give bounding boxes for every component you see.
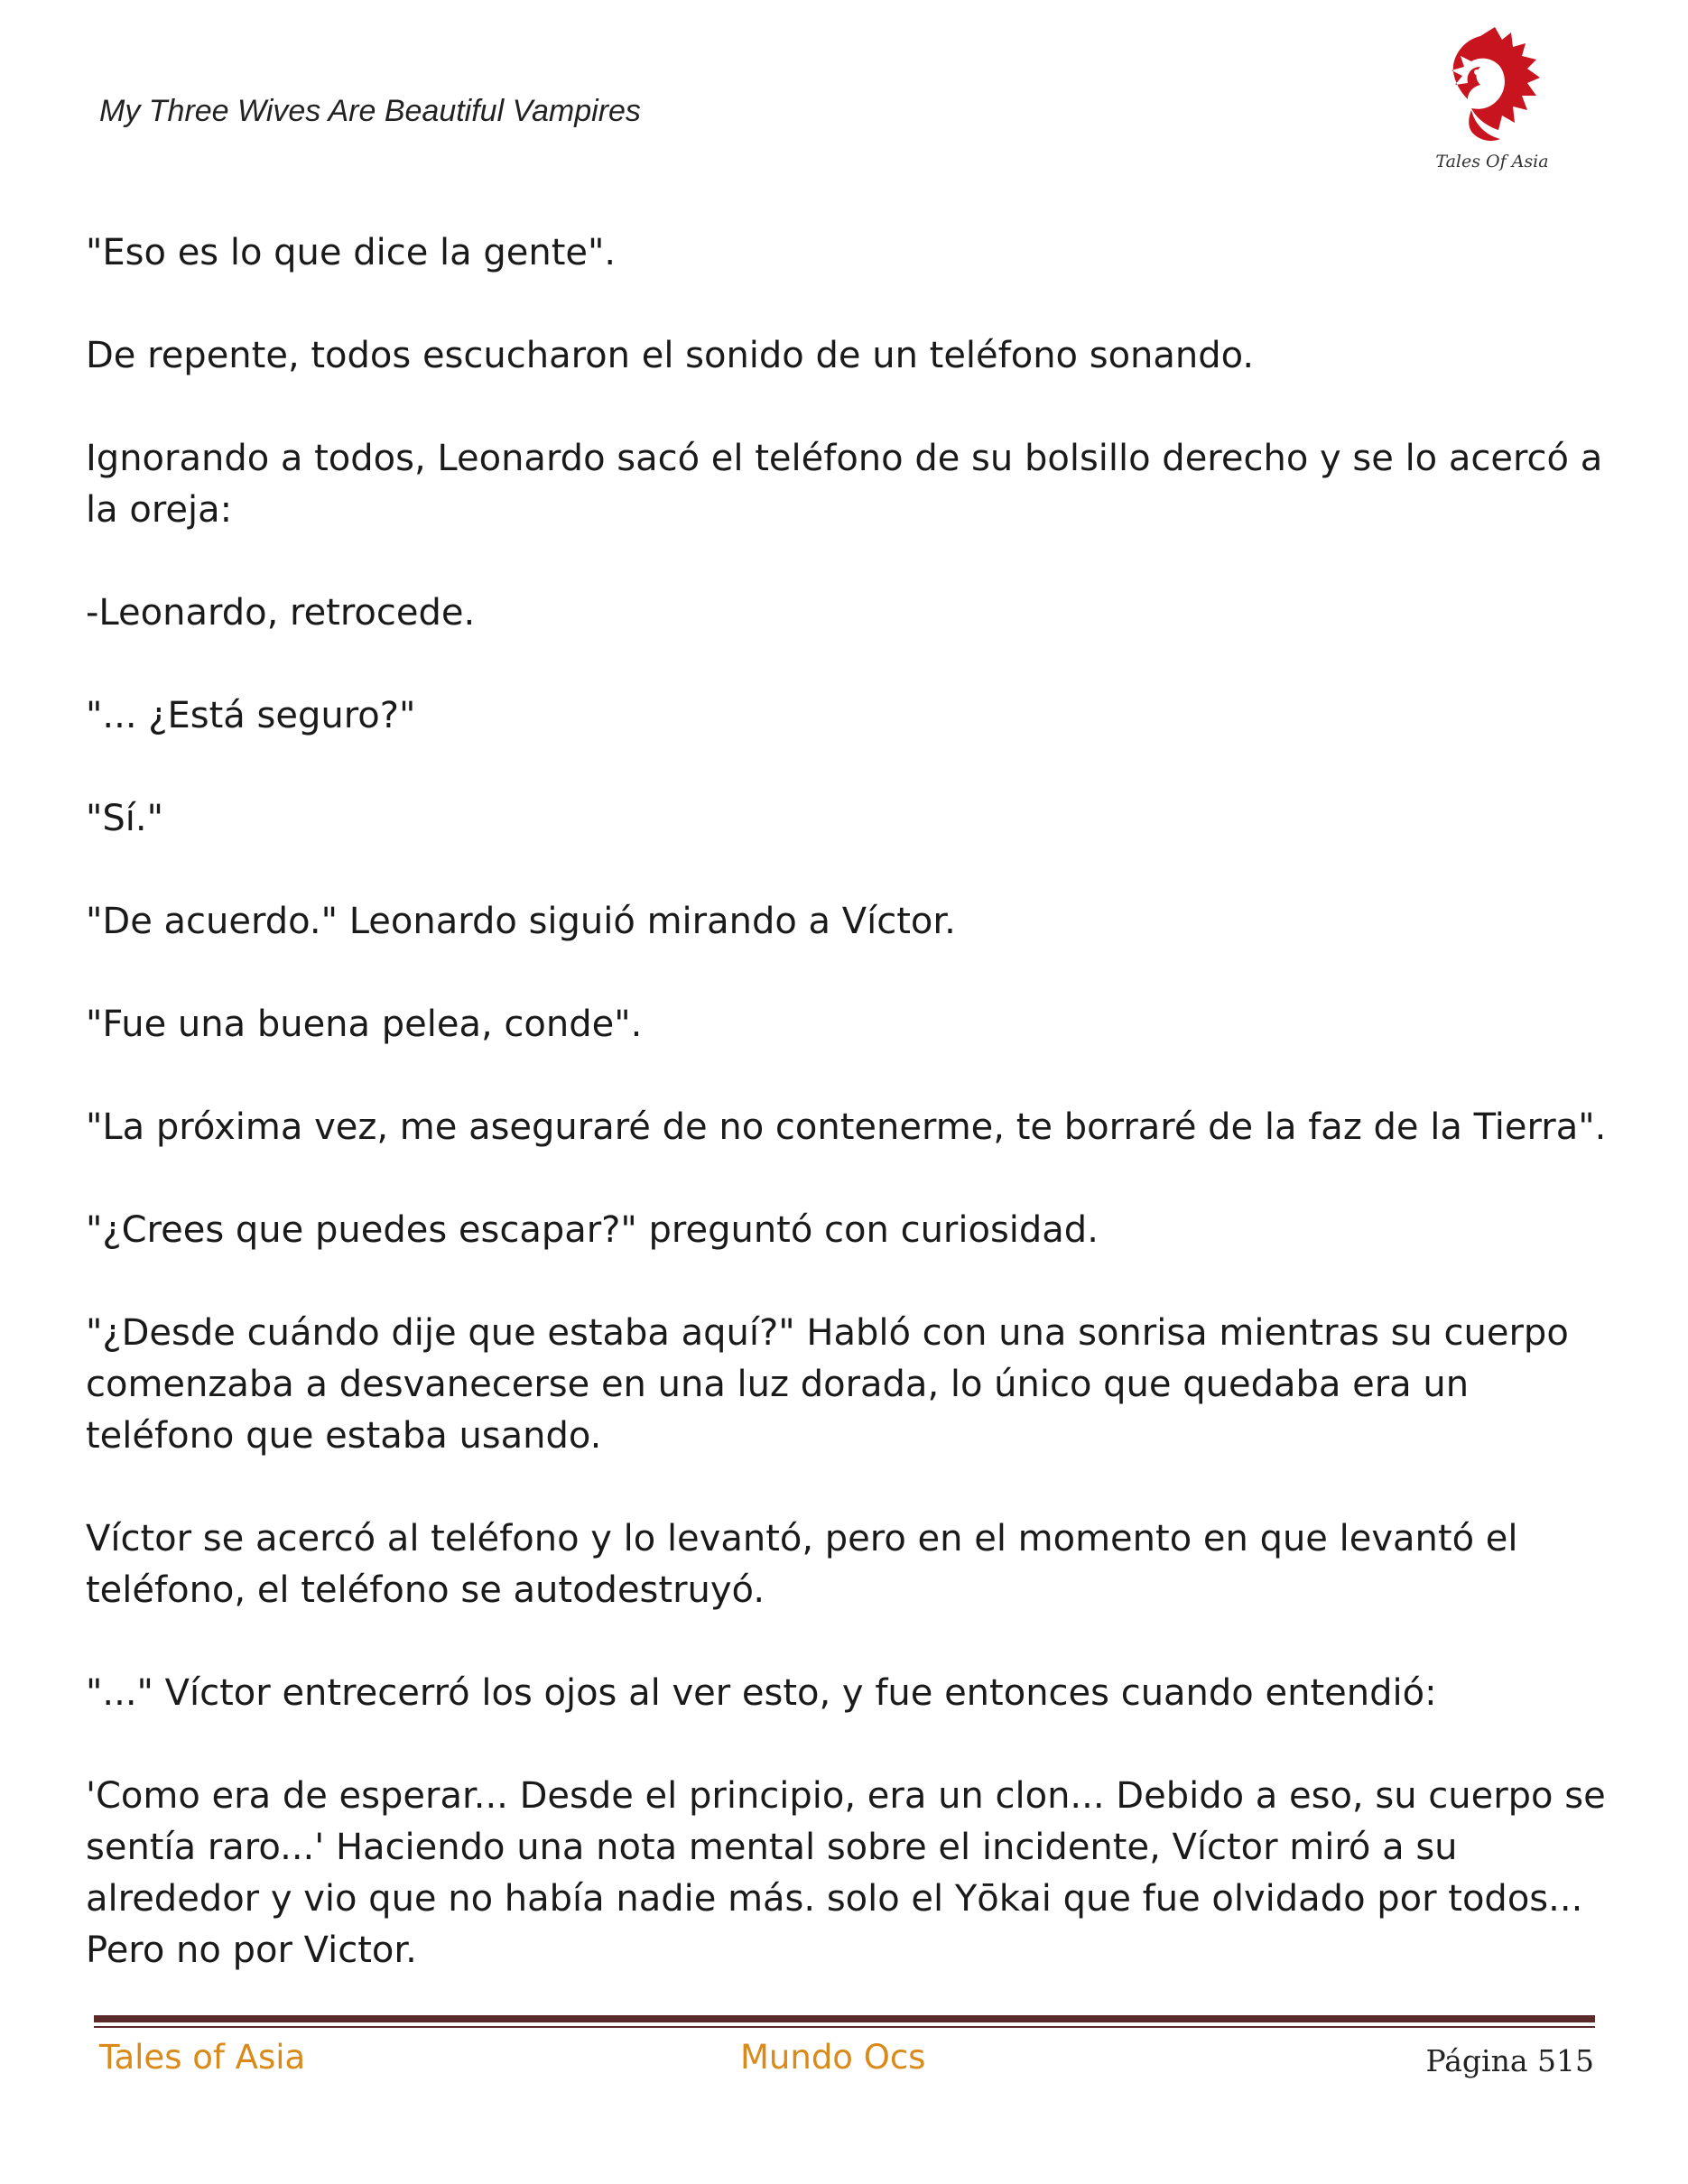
paragraph: "¿Crees que puedes escapar?" preguntó con curiosidad. [86, 1209, 1099, 1251]
footer-section: Mundo Ocs [740, 2038, 926, 2077]
dragon-icon [1424, 20, 1560, 155]
page-number: Página 515 [1425, 2043, 1594, 2078]
paragraph: De repente, todos escucharon el sonido de un teléfono sonando. [86, 335, 1255, 376]
paragraph: 'Como era de esperar... Desde el principio, era un clon... Debido a eso, su cuerpo se sentía raro...' Haciendo una nota mental sobre el incidente, Víctor miró a su alrededor y vio que no había nadie más. solo el Yōkai que fue olvidado por todos... Pero no por Victor. [86, 1775, 1606, 1971]
paragraph: "Fue una buena pelea, conde". [86, 1004, 643, 1045]
paragraph: "De acuerdo." Leonardo siguió mirando a Víctor. [86, 901, 956, 942]
footer-rule [94, 2015, 1595, 2022]
paragraph: "Sí." [86, 798, 164, 839]
paragraph: "Eso es lo que dice la gente". [86, 232, 617, 273]
chapter-body [86, 227, 1620, 2028]
logo-text: Tales Of Asia [1435, 152, 1549, 171]
paragraph: "¿Desde cuándo dije que estaba aquí?" Habló con una sonrisa mientras su cuerpo comenzaba a desvanecerse en una luz dorada, lo único que quedaba era un teléfono que estaba usando. [86, 1312, 1569, 1457]
footer-publisher: Tales of Asia [99, 2038, 306, 2077]
paragraph: "... ¿Está seguro?" [86, 695, 416, 736]
paragraph: "..." Víctor entrecerró los ojos al ver esto, y fue entonces cuando entendió: [86, 1672, 1437, 1714]
book-title: My Three Wives Are Beautiful Vampires [99, 94, 641, 128]
footer-rule-thin [94, 2026, 1595, 2028]
paragraph: Víctor se acercó al teléfono y lo levantó, pero en el momento en que levantó el teléfono, el teléfono se autodestruyó. [86, 1518, 1518, 1611]
paragraph: Ignorando a todos, Leonardo sacó el teléfono de su bolsillo derecho y se lo acercó a la oreja: [86, 438, 1603, 531]
publisher-logo [1424, 20, 1560, 182]
paragraph: "La próxima vez, me aseguraré de no contenerme, te borraré de la faz de la Tierra". [86, 1106, 1607, 1148]
paragraph: -Leonardo, retrocede. [86, 592, 476, 634]
